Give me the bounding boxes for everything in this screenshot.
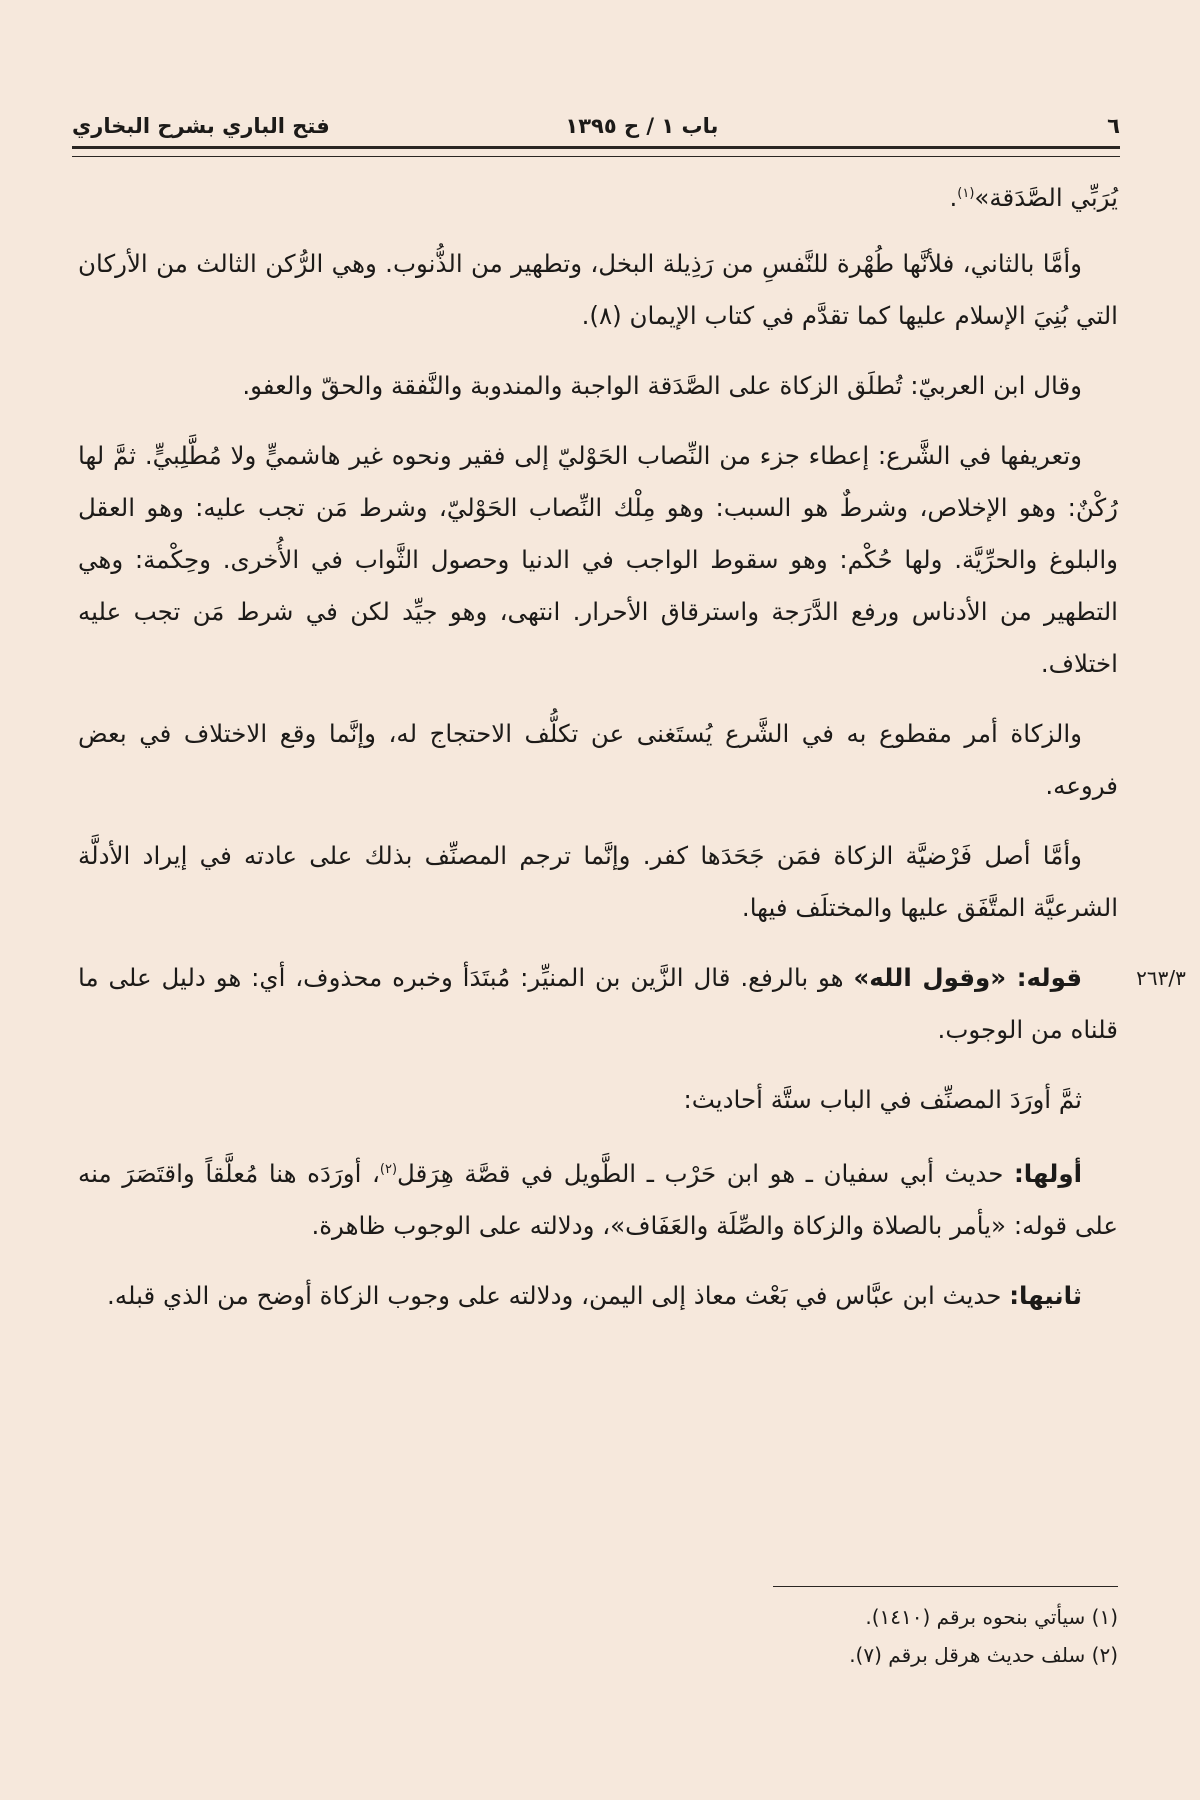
paragraph: وأمَّا بالثاني، فلأنَّها طُهْرة للنَّفسِ من رَذِيلة البخل، وتطهير من الذُّنوب. وهي الرُّكن الثالث من الأركان التي بُنِيَ الإسلام عليها كما تقدَّم في كتاب الإيمان (٨). (78, 249, 1118, 331)
paragraph: وتعريفها في الشَّرع: إعطاء جزء من النِّصاب الحَوْليّ إلى فقير ونحوه غير هاشميٍّ ولا مُطَّلِبيٍّ. ثمَّ لها رُكْنٌ: وهو الإخلاص، وشرطٌ هو السبب: وهو مِلْك النِّصاب الحَوْليّ، وشرط مَن تجب عليه: وهو العقل والبلوغ والحرِّيَّة. ولها حُكْم: وهو سقوط الواجب في الدنيا وحصول الثَّواب في الأُخرى. وحِكْمة: وهي التطهير من الأدناس ورفع الدَّرَجة واسترقاق الأحرار. انتهى، وهو جيِّد لكن في شرط مَن تجب عليه اختلاف. (78, 441, 1118, 679)
main-text (78, 168, 1186, 1340)
paragraph: أولها: حديث أبي سفيان ـ هو ابن حَرْب ـ الطَّويل في قصَّة هِرَقل$^{(٢)}$، أورَدَه هنا مُعلَّقاً واقتَصَرَ منه على قوله: «يأمر بالصلاة والزكاة والصِّلَة والعَفَاف»، ودلالته على الوجوب ظاهرة. (78, 1159, 1118, 1241)
header-double-rule (72, 146, 1120, 157)
paragraph: والزكاة أمر مقطوع به في الشَّرع يُستَغنى عن تكلُّف الاحتجاج له، وإنَّما وقع الاختلاف في بعض فروعه. (78, 719, 1118, 801)
quoted-lemma: قوله: «وقول الله» (853, 963, 1082, 993)
book-title: فتح الباري بشرح البخاري (72, 114, 330, 138)
footnote-rule (773, 1586, 1118, 1587)
paragraph: قوله: «وقول الله» هو بالرفع. قال الزَّين بن المنيِّر: مُبتَدَأ وخبره محذوف، أي: هو دليل على ما قلناه من الوجوب. (78, 963, 1118, 1045)
margin-reference: ٢٦٣/٣ (1136, 966, 1186, 991)
commentary-entry (78, 952, 1186, 1056)
running-title: باب ١ / ح ١٣٩٥ (565, 114, 719, 138)
page-number: ٦ (1107, 114, 1120, 138)
paragraph: وقال ابن العربيّ: تُطلَق الزكاة على الصَّدَقة الواجبة والمندوبة والنَّفقة والحقّ والعفو. (242, 371, 1082, 401)
footnote: (١) سيأتي بنحوه برقم (١٤١٠). (865, 1605, 1118, 1629)
paragraph: ثانيها: حديث ابن عبَّاس في بَعْث معاذ إلى اليمن، ودلالته على وجوب الزكاة أوضح من الذي قبله. (107, 1281, 1082, 1311)
footnote: (٢) سلف حديث هرقل برقم (٧). (849, 1643, 1118, 1667)
hadith-ordinal: ثانيها: (1009, 1281, 1082, 1311)
footnotes (300, 1598, 1118, 1674)
paragraph: ثمَّ أورَدَ المصنِّف في الباب ستَّة أحاديث: (683, 1085, 1082, 1115)
footnote-marker: (٢) (379, 1162, 398, 1178)
paragraph: وأمَّا أصل فَرْضيَّة الزكاة فمَن جَحَدَها كفر. وإنَّما ترجم المصنِّف بذلك على عادته في إيراد الأدلَّة الشرعيَّة المتَّفَق عليها والمختلَف فيها. (78, 841, 1118, 923)
paragraph: يُرَبِّي الصَّدَقة»$^{(١)}$. (949, 183, 1118, 213)
footnote-marker: (١) (957, 186, 975, 201)
hadith-ordinal: أولها: (1014, 1159, 1082, 1189)
page-header (72, 98, 1120, 138)
